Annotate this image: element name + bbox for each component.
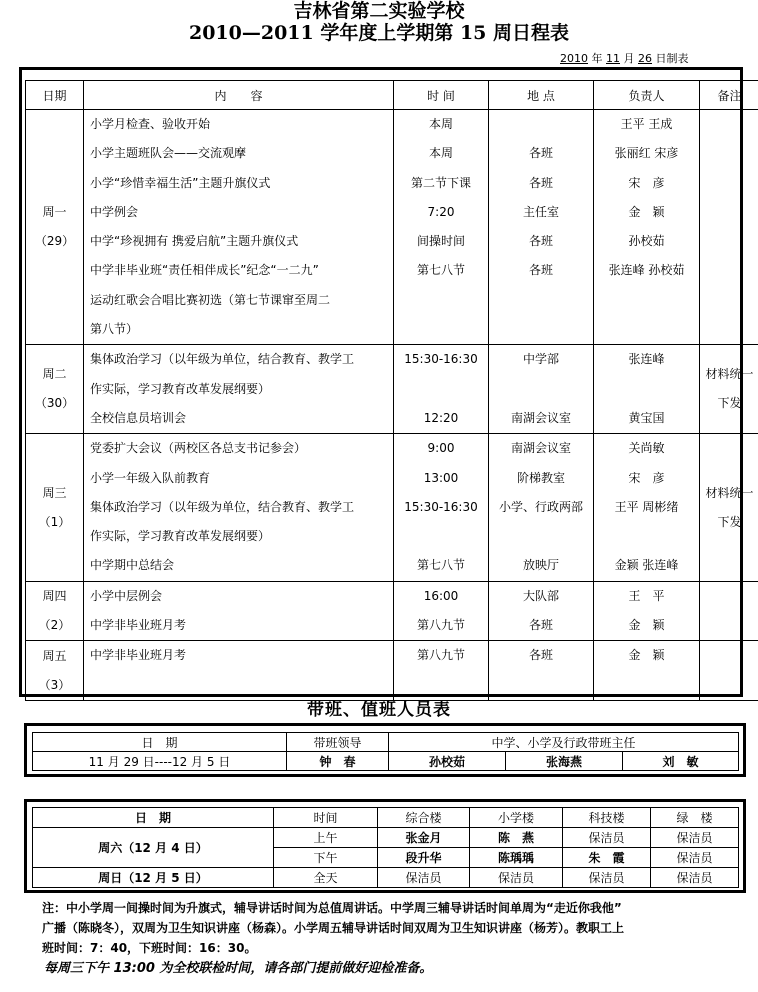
event-person bbox=[594, 671, 699, 700]
weekend-sat-label: 周六（12 月 4 日） bbox=[33, 828, 274, 868]
duty-head-1: 孙校茹 bbox=[389, 752, 506, 771]
weekend-row-sun bbox=[33, 868, 739, 888]
event-time-cell bbox=[394, 345, 489, 434]
event-place bbox=[489, 315, 593, 344]
schedule-frame bbox=[19, 67, 754, 697]
event-time: 第八九节 bbox=[416, 648, 465, 663]
duty-header-date: 日 期 bbox=[33, 733, 287, 752]
schedule-day-row bbox=[26, 345, 758, 434]
event-time-cell bbox=[394, 581, 489, 641]
event-time: 16:00 bbox=[423, 588, 459, 603]
event-time: 第二节下课 bbox=[410, 175, 471, 190]
event-content: 党委扩大会议（两校区各总支书记参会） bbox=[90, 441, 307, 456]
day-date: （2） bbox=[38, 618, 71, 633]
remark-text: 材料统一下发 bbox=[705, 485, 754, 529]
made-date bbox=[560, 52, 689, 66]
event-person: 王平 周彬绪 bbox=[614, 499, 679, 514]
schedule-subtitle: 2010—2011 学年度上学期第 15 周日程表 bbox=[188, 22, 570, 44]
event-place: 中学部 bbox=[522, 352, 559, 367]
day-name: 周一 bbox=[42, 205, 67, 220]
event-content: 集体政治学习（以年级为单位，结合教育、教学工 bbox=[90, 352, 355, 367]
weekend-time: 上午 bbox=[274, 828, 378, 848]
event-person bbox=[594, 375, 699, 404]
event-content-cell bbox=[84, 581, 394, 641]
event-place bbox=[489, 375, 593, 404]
schedule-day-row bbox=[26, 110, 758, 345]
schedule-day-row bbox=[26, 434, 758, 581]
weekend-b3: 朱 霞 bbox=[563, 848, 651, 868]
event-content: 运动红歌会合唱比赛初选（第七节课窜至周二 bbox=[90, 292, 331, 307]
made-year-suffix: 年 bbox=[588, 52, 606, 65]
weekend-header-row bbox=[33, 808, 739, 828]
event-place-cell bbox=[489, 434, 594, 581]
footnote-line-1: 注：中小学周一间操时间为升旗式，辅导讲话时间为总值周讲话。中学周三辅导讲话时间单周为“走近你我他” bbox=[42, 901, 622, 915]
event-content: 小学中层例会 bbox=[90, 588, 163, 603]
schedule-day-row bbox=[26, 581, 758, 641]
event-place-cell bbox=[489, 345, 594, 434]
duty-row bbox=[33, 752, 739, 771]
event-time: 间操时间 bbox=[416, 234, 465, 249]
event-person: 王平 王成 bbox=[620, 117, 673, 131]
weekend-b3: 保洁员 bbox=[563, 868, 651, 888]
event-time-cell bbox=[394, 641, 489, 701]
event-person-cell bbox=[594, 110, 700, 345]
schedule-header-row bbox=[26, 81, 758, 110]
event-time: 第七八节 bbox=[416, 263, 465, 278]
header-person: 负责人 bbox=[594, 81, 700, 110]
event-time: 12:20 bbox=[423, 410, 459, 425]
day-date: （30） bbox=[34, 396, 75, 411]
event-content-cell bbox=[84, 345, 394, 434]
weekend-b4: 保洁员 bbox=[651, 828, 739, 848]
event-time: 第八九节 bbox=[416, 618, 465, 633]
event-content: 小学“珍惜幸福生活”主题升旗仪式 bbox=[90, 175, 271, 190]
header-place: 地 点 bbox=[489, 81, 594, 110]
event-place: 各班 bbox=[528, 618, 553, 633]
event-place: 小学、行政两部 bbox=[498, 499, 583, 514]
event-time: 本周 bbox=[428, 146, 453, 161]
event-content: 中学期中总结会 bbox=[90, 558, 175, 573]
made-day: 26 bbox=[638, 52, 652, 65]
event-person: 金 颖 bbox=[628, 618, 665, 633]
schedule-table bbox=[25, 80, 758, 701]
event-place: 阶梯教室 bbox=[516, 470, 565, 485]
schedule-day-row bbox=[26, 641, 758, 701]
event-time: 7:20 bbox=[427, 204, 455, 219]
event-time bbox=[394, 315, 488, 344]
duty-head-3: 刘 敏 bbox=[623, 752, 739, 771]
event-content: 小学月检查、验收开始 bbox=[90, 117, 211, 131]
event-time: 9:00 bbox=[427, 441, 455, 456]
event-person-cell bbox=[594, 581, 700, 641]
event-person: 金颖 张连峰 bbox=[614, 558, 679, 573]
footnote-line-2: 广播（陈晓冬），双周为卫生知识讲座（杨森）。小学周五辅导讲话时间双周为卫生知识讲座（杨芳）。教职工上 bbox=[42, 921, 625, 935]
event-time: 15:30-16:30 bbox=[404, 352, 478, 367]
event-place: 各班 bbox=[528, 648, 553, 663]
weekend-time: 下午 bbox=[274, 848, 378, 868]
day-date: （1） bbox=[38, 514, 71, 529]
duty-date: 11 月 29 日----12 月 5 日 bbox=[33, 752, 287, 771]
weekend-table bbox=[32, 807, 739, 888]
event-person bbox=[594, 315, 699, 344]
event-place-cell bbox=[489, 641, 594, 701]
day-cell bbox=[26, 581, 84, 641]
event-place: 各班 bbox=[528, 263, 553, 278]
event-content: 中学例会 bbox=[90, 204, 139, 219]
remark-cell bbox=[700, 641, 758, 701]
weekend-header-b1: 综合楼 bbox=[378, 808, 470, 828]
made-month: 11 bbox=[606, 52, 620, 65]
weekend-b2: 保洁员 bbox=[470, 868, 563, 888]
weekend-frame bbox=[24, 799, 746, 893]
event-content: 中学非毕业班“责任相伴成长”纪念“一二九” bbox=[90, 263, 319, 278]
event-person-cell bbox=[594, 641, 700, 701]
remark-cell bbox=[700, 581, 758, 641]
event-time bbox=[394, 375, 488, 404]
weekend-header-time: 时间 bbox=[274, 808, 378, 828]
event-content: 全校信息员培训会 bbox=[90, 410, 187, 425]
duty-leader: 钟 春 bbox=[287, 752, 389, 771]
header-time: 时 间 bbox=[394, 81, 489, 110]
event-place: 南湖会议室 bbox=[510, 441, 571, 456]
duty-frame bbox=[24, 723, 746, 777]
remark-text: 材料统一下发 bbox=[705, 367, 754, 411]
event-person: 金 颖 bbox=[628, 204, 665, 219]
remark-cell bbox=[700, 434, 758, 581]
event-person: 张连峰 bbox=[628, 352, 665, 367]
day-name: 周五 bbox=[42, 648, 67, 663]
weekend-b3: 保洁员 bbox=[563, 828, 651, 848]
header-date: 日期 bbox=[26, 81, 84, 110]
event-content-cell bbox=[84, 641, 394, 701]
day-cell bbox=[26, 345, 84, 434]
duty-header-heads: 中学、小学及行政带班主任 bbox=[389, 733, 739, 752]
duty-header-leader: 带班领导 bbox=[287, 733, 389, 752]
remark-cell bbox=[700, 110, 758, 345]
event-time bbox=[394, 671, 488, 700]
weekend-b1: 张金月 bbox=[378, 828, 470, 848]
event-content: 第八节） bbox=[90, 322, 139, 337]
event-person: 张丽红 宋彦 bbox=[614, 146, 679, 161]
inspection-note: 每周三下午 13:00 为全校联检时间，请各部门提前做好迎检准备。 bbox=[44, 961, 433, 976]
event-person bbox=[594, 286, 699, 315]
day-cell bbox=[26, 641, 84, 701]
event-place-cell bbox=[489, 110, 594, 345]
day-name: 周三 bbox=[42, 485, 67, 500]
event-place: 放映厅 bbox=[522, 558, 559, 573]
event-content-cell bbox=[84, 434, 394, 581]
event-time: 15:30-16:30 bbox=[404, 499, 478, 514]
event-time: 第七八节 bbox=[416, 558, 465, 573]
event-content: 作实际，学习教育改革发展纲要） bbox=[90, 381, 271, 396]
duty-table bbox=[32, 732, 739, 771]
event-place: 南湖会议室 bbox=[510, 410, 571, 425]
weekend-b2: 陈 燕 bbox=[470, 828, 563, 848]
made-day-suffix: 日制表 bbox=[652, 52, 689, 65]
weekend-time: 全天 bbox=[274, 868, 378, 888]
event-person-cell bbox=[594, 434, 700, 581]
event-content bbox=[84, 671, 393, 700]
event-place bbox=[489, 110, 593, 139]
event-time-cell bbox=[394, 110, 489, 345]
event-time bbox=[394, 286, 488, 315]
made-year: 2010 bbox=[560, 52, 588, 65]
event-content: 作实际，学习教育改革发展纲要） bbox=[90, 529, 271, 544]
event-place-cell bbox=[489, 581, 594, 641]
event-place: 大队部 bbox=[522, 588, 559, 603]
event-person-cell bbox=[594, 345, 700, 434]
event-person: 关尚敏 bbox=[628, 441, 665, 456]
event-person bbox=[594, 522, 699, 551]
event-person: 孙校茹 bbox=[628, 234, 665, 249]
event-content: 中学“珍视拥有 携爱启航”主题升旗仪式 bbox=[90, 234, 299, 249]
event-person: 王 平 bbox=[628, 588, 665, 603]
day-cell bbox=[26, 434, 84, 581]
day-cell bbox=[26, 110, 84, 345]
event-person: 张连峰 孙校茹 bbox=[608, 263, 685, 278]
event-place: 主任室 bbox=[522, 204, 559, 219]
event-time: 本周 bbox=[428, 117, 453, 131]
footnote bbox=[42, 898, 732, 958]
day-date: （3） bbox=[38, 677, 71, 692]
event-time: 13:00 bbox=[423, 470, 459, 485]
event-content: 小学主题班队会——交流观摩 bbox=[90, 146, 247, 161]
weekend-row-sat-am bbox=[33, 828, 739, 848]
weekend-header-date: 日 期 bbox=[33, 808, 274, 828]
event-time bbox=[394, 522, 488, 551]
remark-cell bbox=[700, 345, 758, 434]
weekend-sun-label: 周日（12 月 5 日） bbox=[33, 868, 274, 888]
event-place bbox=[489, 522, 593, 551]
event-content: 集体政治学习（以年级为单位，结合教育、教学工 bbox=[90, 499, 355, 514]
day-name: 周二 bbox=[42, 367, 67, 382]
footnote-line-3: 班时间：7：40，下班时间：16：30。 bbox=[42, 941, 257, 955]
event-content: 小学一年级入队前教育 bbox=[90, 470, 211, 485]
event-person: 宋 彦 bbox=[628, 470, 665, 485]
school-title: 吉林省第二实验学校 bbox=[293, 0, 465, 22]
duty-title: 带班、值班人员表 bbox=[307, 700, 451, 720]
duty-header-row bbox=[33, 733, 739, 752]
event-person: 黄宝国 bbox=[628, 410, 665, 425]
weekend-b4: 保洁员 bbox=[651, 868, 739, 888]
day-name: 周四 bbox=[42, 589, 67, 604]
event-place: 各班 bbox=[528, 146, 553, 161]
event-time-cell bbox=[394, 434, 489, 581]
weekend-b1: 保洁员 bbox=[378, 868, 470, 888]
duty-head-2: 张海燕 bbox=[506, 752, 623, 771]
event-person: 金 颖 bbox=[628, 648, 665, 663]
weekend-header-b3: 科技楼 bbox=[563, 808, 651, 828]
event-place bbox=[489, 286, 593, 315]
weekend-b4: 保洁员 bbox=[651, 848, 739, 868]
weekend-b1: 段升华 bbox=[378, 848, 470, 868]
header-remark: 备注 bbox=[700, 81, 758, 110]
weekend-b2: 陈瑀瑀 bbox=[470, 848, 563, 868]
day-date: （29） bbox=[34, 234, 75, 249]
event-place: 各班 bbox=[528, 234, 553, 249]
header-content: 内 容 bbox=[84, 81, 394, 110]
event-content: 中学非毕业班月考 bbox=[90, 618, 187, 633]
made-month-suffix: 月 bbox=[620, 52, 638, 65]
weekend-header-b2: 小学楼 bbox=[470, 808, 563, 828]
event-content-cell bbox=[84, 110, 394, 345]
event-person: 宋 彦 bbox=[628, 175, 665, 190]
event-content: 中学非毕业班月考 bbox=[90, 648, 187, 663]
weekend-header-b4: 绿 楼 bbox=[651, 808, 739, 828]
event-place: 各班 bbox=[528, 175, 553, 190]
event-place bbox=[489, 671, 593, 700]
